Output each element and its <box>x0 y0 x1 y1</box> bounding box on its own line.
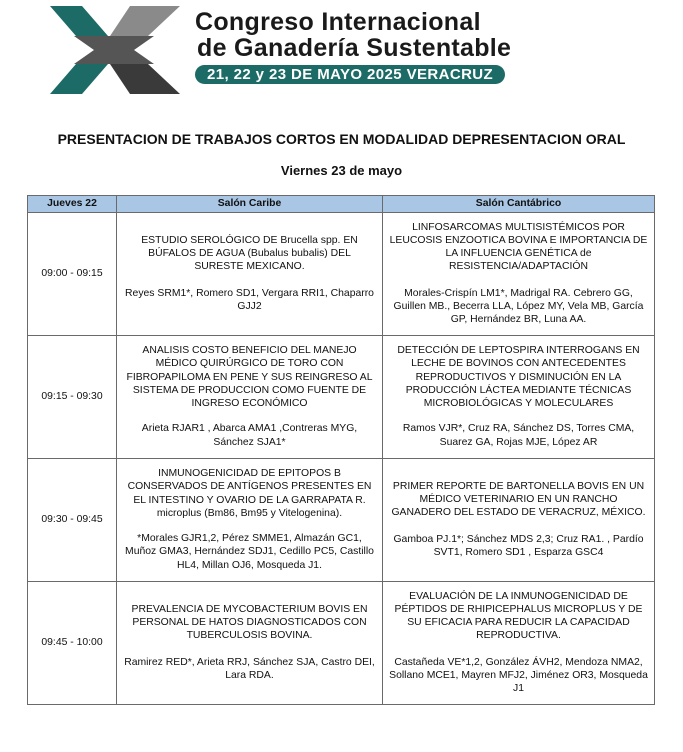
date-banner: 21, 22 y 23 DE MAYO 2025 VERACRUZ <box>195 65 505 84</box>
congress-logo <box>50 6 180 94</box>
table-header-row <box>28 196 655 213</box>
table-row <box>28 582 655 705</box>
time-slot: 09:30 - 09:45 <box>28 459 117 582</box>
talk-cantabrico <box>383 213 655 336</box>
header-day: Jueves 22 <box>28 196 117 213</box>
talk-title: PREVALENCIA DE MYCOBACTERIUM BOVIS EN PERSONAL DE HATOS DIAGNOSTICADOS CON TUBERCULOSIS BOVINA. <box>131 603 368 642</box>
talk-title: LINFOSARCOMAS MULTISISTÉMICOS POR LEUCOSIS ENZOOTICA BOVINA E IMPORTANCIA DE LA INFLUENCIA GENÉTICA de RESISTENCIA/ADAPTACIÓN <box>389 221 648 273</box>
table-row <box>28 213 655 336</box>
talk-caribe <box>117 213 383 336</box>
time-slot: 09:00 - 09:15 <box>28 213 117 336</box>
title-line-1: Congreso Internacional <box>195 8 481 36</box>
logo-dark-right-bottom <box>110 64 180 94</box>
talk-authors: *Morales GJR1,2, Pérez SMME1, Almazán GC1, Muñoz GMA3, Hernández SDJ1, Cedillo PC5, Castillo HL4, Millan OJ6, Mosqueda J1. <box>125 533 374 571</box>
talk-authors: Morales-Crispín LM1*, Madrigal RA. Cebrero GG, Guillen MB., Becerra LLA, López MY, Vela MB, García GP, Hernández BR, Luna AA. <box>393 287 644 325</box>
talk-caribe <box>117 336 383 459</box>
time-slot: 09:15 - 09:30 <box>28 336 117 459</box>
talk-authors: Ramos VJR*, Cruz RA, Sánchez DS, Torres CMA, Suarez GA, Rojas MJE, López AR <box>402 423 635 448</box>
talk-cantabrico <box>383 336 655 459</box>
talk-title: INMUNOGENICIDAD DE EPITOPOS B CONSERVADOS DE ANTÍGENOS PRESENTES EN EL INTESTINO Y OVARIO DE LA GARRAPATA R. microplus (Bm86, Bm95 y Vitelogenina). <box>127 468 372 519</box>
talk-caribe <box>117 459 383 582</box>
logo-teal-left-bottom <box>50 64 108 94</box>
document-date: Viernes 23 de mayo <box>280 163 403 178</box>
talk-authors: Reyes SRM1*, Romero SD1, Vergara RRI1, Chaparro GJJ2 <box>125 287 374 312</box>
talk-title: ESTUDIO SEROLÓGICO DE Brucella spp. EN BÚFALOS DE AGUA (Bubalus bubalis) DEL SURESTE MEXICANO. <box>141 234 358 273</box>
talk-authors: Ramirez RED*, Arieta RRJ, Sánchez SJA, Castro DEI, Lara RDA. <box>124 656 375 681</box>
talk-authors: Arieta RJAR1 , Abarca AMA1 ,Contreras MYG, Sánchez SJA1* <box>141 423 358 448</box>
table-row <box>28 336 655 459</box>
talk-title: EVALUACIÓN DE LA INMUNOGENICIDAD DE PÉPTIDOS DE RHIPICEPHALUS MICROPLUS Y DE SU EFICACIA PARA REDUCIR LA CAPACIDAD REPRODUCTIVA. <box>394 590 643 642</box>
header-room-caribe: Salón Caribe <box>117 196 383 213</box>
talk-cantabrico <box>383 459 655 582</box>
table-row <box>28 459 655 582</box>
talk-authors: Gamboa PJ.1*; Sánchez MDS 2,3; Cruz RA1. , Pardío SVT1, Romero SD1 , Esparza GSC4 <box>393 533 644 558</box>
time-slot: 09:45 - 10:00 <box>28 582 117 705</box>
document-title: PRESENTACION DE TRABAJOS CORTOS EN MODALIDAD DEPRESENTACION ORAL <box>57 131 626 147</box>
header-room-cantabrico: Salón Cantábrico <box>383 196 655 213</box>
logo-center-band <box>74 36 154 64</box>
title-line-2: de Ganadería Sustentable <box>197 34 512 62</box>
logo-gray-right-top <box>110 6 180 36</box>
talk-caribe <box>117 582 383 705</box>
logo-teal-left-top <box>50 6 108 36</box>
talk-authors: Castañeda VE*1,2, González ÁVH2, Mendoza NMA2, Sollano MCE1, Mayren MFJ2, Jiménez OR3, Mosqueda J1 <box>389 656 648 694</box>
talk-title: ANALISIS COSTO BENEFICIO DEL MANEJO MÉDICO QUIRÚRGICO DE TORO CON FIBROPAPILOMA EN PENE Y SUS REINGRESO AL SISTEMA DE PRODUCCION COMO FUENTE DE INGRESO ECONÓMICO <box>126 345 373 410</box>
congress-title <box>195 9 640 84</box>
schedule-table <box>27 195 655 705</box>
talk-title: PRIMER REPORTE DE BARTONELLA BOVIS EN UN MÉDICO VETERINARIO EN UN RANCHO GANADERO DEL ESTADO DE VERACRUZ, MÉXICO. <box>391 480 646 519</box>
talk-cantabrico <box>383 582 655 705</box>
talk-title: DETECCIÓN DE LEPTOSPIRA INTERROGANS EN LECHE DE BOVINOS CON ANTECEDENTES REPRODUCTIVOS Y DISMINUCIÓN EN LA PRODUCCIÓN LÁCTEA MEDIANTE TÉCNICAS MICROBIOLÓGICAS Y MOLECULARES <box>397 345 640 410</box>
